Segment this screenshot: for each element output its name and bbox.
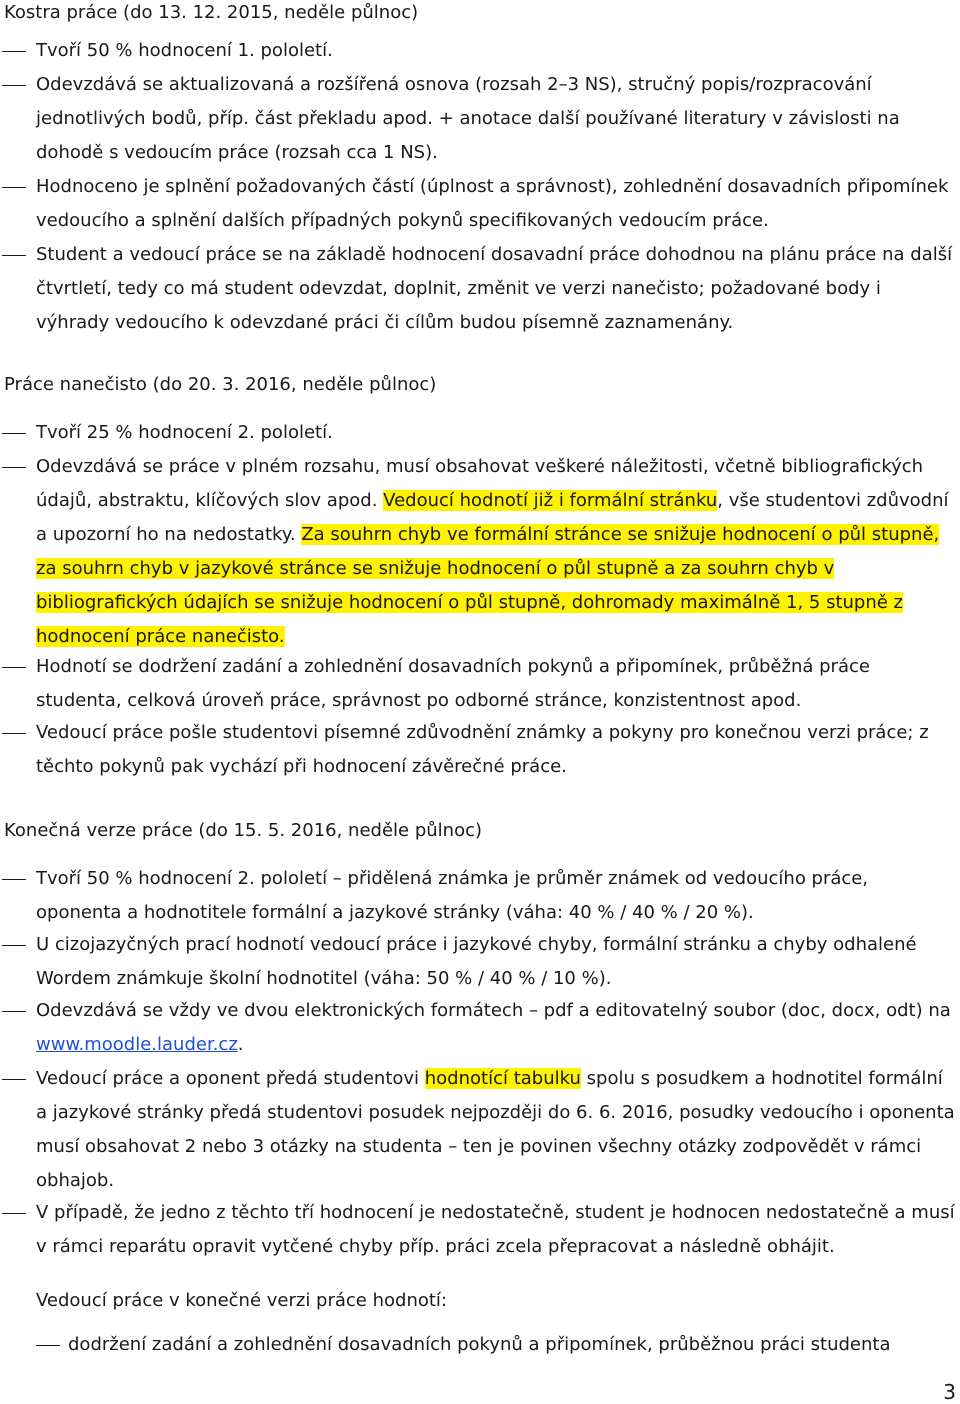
list-item: [0, 928, 955, 996]
list-item: [0, 416, 955, 450]
list-item: [0, 716, 955, 784]
text-run: .: [237, 1034, 244, 1055]
dash-bullet-icon: [2, 1011, 26, 1012]
list-item-text: dodržení zadání a zohlednění dosavadních pokynů a připomínek, průběžnou práci studenta: [68, 1334, 891, 1355]
text-run: Odevzdává se práce v plném rozsahu, musí obsahovat veškeré náležitosti, včetně bibliografických údajů, abstraktu, klíčových slov apod.: [36, 456, 924, 511]
list-item: [0, 862, 955, 930]
dash-bullet-icon: [2, 945, 26, 946]
list-item: [0, 650, 955, 718]
list-item: [0, 170, 955, 238]
list-item: [0, 994, 955, 1062]
dash-bullet-icon: [2, 733, 26, 734]
list-item: [0, 238, 955, 340]
list-item: [0, 450, 955, 654]
dash-bullet-icon: [2, 85, 26, 86]
text-run: Odevzdává se vždy ve dvou elektronických formátech – pdf a editovatelný soubor (doc, docx, odt) na: [36, 1000, 951, 1021]
list-item: [0, 1328, 955, 1362]
dash-bullet-icon: [2, 467, 26, 468]
page-number: 3: [943, 1380, 956, 1404]
list-item: [0, 68, 955, 170]
list-item-text: Tvoří 25 % hodnocení 2. pololetí.: [36, 422, 333, 443]
list-item-text: [36, 450, 955, 654]
text-run: spolu s posudkem a hodnotitel formální a jazykové stránky předá studentovi posudek nejpozději do 6. 6. 2016, posudky vedoucího i oponenta musí obsahovat 2 nebo 3 otázky na studenta – ten je povinen všechny otázky zodpovědět v rámci obhajob.: [36, 1068, 955, 1191]
list-item-text: Hodnotí se dodržení zadání a zohlednění dosavadních pokynů a připomínek, průběžná práce studenta, celková úroveň práce, správnost po odborné stránce, konzistentnost apod.: [36, 656, 870, 711]
dash-bullet-icon: [2, 187, 26, 188]
dash-bullet-icon: [36, 1345, 60, 1346]
list-item-text: [36, 994, 955, 1062]
list-item: [0, 1196, 955, 1264]
list-item-text: Vedoucí práce pošle studentovi písemné zdůvodnění známky a pokyny pro konečnou verzi práce; z těchto pokynů pak vychází při hodnocení závěrečné práce.: [36, 722, 929, 777]
list-item-text: Tvoří 50 % hodnocení 1. pololetí.: [36, 40, 333, 61]
list-item: [0, 1062, 955, 1198]
list-item-text: Hodnoceno je splnění požadovaných částí (úplnost a správnost), zohlednění dosavadních připomínek vedoucího a splnění dalších případných pokynů specifikovaných vedoucím práce.: [36, 176, 949, 231]
section-heading-nanecisto: Práce nanečisto (do 20. 3. 2016, neděle půlnoc): [4, 374, 437, 395]
list-item: [0, 34, 955, 68]
dash-bullet-icon: [2, 1079, 26, 1080]
paragraph-text: Vedoucí práce v konečné verzi práce hodnotí:: [36, 1290, 447, 1311]
list-item-text: [36, 1062, 955, 1198]
section-heading-konecna: Konečná verze práce (do 15. 5. 2016, neděle půlnoc): [4, 820, 483, 841]
highlighted-text: hodnotící tabulku: [424, 1068, 581, 1089]
dash-bullet-icon: [2, 1213, 26, 1214]
list-item-text: Tvoří 50 % hodnocení 2. pololetí – přidělená známka je průměr známek od vedoucího práce, oponenta a hodnotitele formální a jazykové stránky (váha: 40 % / 40 % / 20 %).: [36, 868, 869, 923]
list-item-text: Odevzdává se aktualizovaná a rozšířená osnova (rozsah 2–3 NS), stručný popis/rozpracování jednotlivých bodů, příp. část překladu apod. + anotace další používané literatury v závislosti na dohodě s vedoucím práce (rozsah cca 1 NS).: [36, 74, 900, 163]
section-heading-kostra: Kostra práce (do 13. 12. 2015, neděle půlnoc): [4, 2, 419, 23]
list-item-text: V případě, že jedno z těchto tří hodnocení je nedostatečně, student je hodnocen nedostatečně a musí v rámci reparátu opravit vytčené chyby příp. práci zcela přepracovat a následně obhájit.: [36, 1202, 955, 1257]
dash-bullet-icon: [2, 51, 26, 52]
moodle-link[interactable]: www.moodle.lauder.cz: [36, 1034, 238, 1055]
text-run: Vedoucí práce a oponent předá studentovi: [36, 1068, 425, 1089]
dash-bullet-icon: [2, 255, 26, 256]
highlighted-text: Vedoucí hodnotí již i formální stránku: [383, 490, 718, 511]
dash-bullet-icon: [2, 879, 26, 880]
dash-bullet-icon: [2, 433, 26, 434]
list-item-text: Student a vedoucí práce se na základě hodnocení dosavadní práce dohodnou na plánu práce na další čtvrtletí, tedy co má student odevzdat, doplnit, změnit ve verzi nanečisto; požadované body i výhrady vedoucího k odevzdané práci či cílům budou písemně zaznamenány.: [36, 244, 953, 333]
highlighted-text: Za souhrn chyb ve formální stránce se snižuje hodnocení o půl stupně, za souhrn chyb v jazykové stránce se snižuje hodnocení o půl stupně a za souhrn chyb v bibliografických údajích se snižuje hodnocení o půl stupně, dohromady maximálně 1, 5 stupně z hodnocení práce nanečisto.: [36, 524, 940, 647]
dash-bullet-icon: [2, 667, 26, 668]
list-item-text: U cizojazyčných prací hodnotí vedoucí práce i jazykové chyby, formální stránku a chyby odhalené Wordem známkuje školní hodnotitel (váha: 50 % / 40 % / 10 %).: [36, 934, 917, 989]
text-run: , vše studentovi zdůvodní a upozorní ho na nedostatky.: [36, 490, 949, 545]
